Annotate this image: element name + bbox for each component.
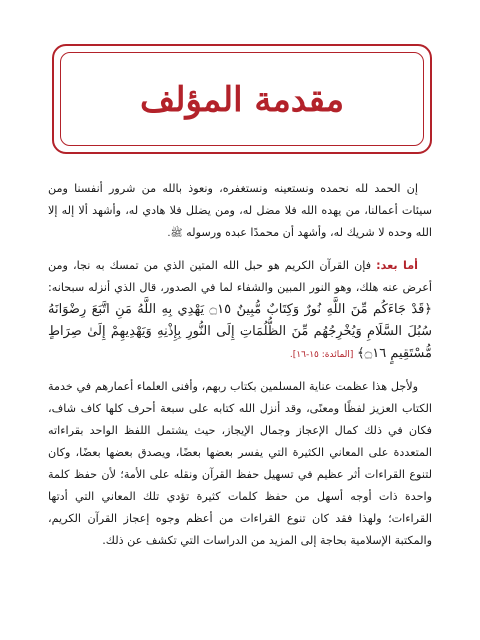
- paragraph-intro-text: إن الحمد لله نحمده ونستعينه ونستغفره، ونعوذ بالله من شرور أنفسنا ومن سيئات أعمالنا، من يهده الله فلا مضل له، ومن يضلل فلا هادي له، وأشهد ألا إله إلا الله وحده لا شريك له، وأشهد أن محمدًا عبده ورسوله: [48, 182, 432, 239]
- paragraph-readings: ولأجل هذا عظمت عناية المسلمين بكتاب ربهم، وأفنى العلماء أعمارهم في خدمة الكتاب العزيز لفظًا ومعنًى، وقد أنزل الله كتابه على سبعة أحرف كلها كاف شاف، فكان في ذلك كمال الإعجاز وجمال الإيجاز، حيث يشتمل اللفظ الواحد بقراءاته المتعددة على المعاني الكثيرة التي يفسر بعضها بعضًا، ويصدق بعضها بعضًا، وكان لتنوع القراءات أثر عظيم في تسهيل حفظ القرآن ونقله على الأمة؛ لأن حفظ كلمة واحدة ذات أوجه أسهل من حفظ كلمات كثيرة تؤدي تلك المعاني التي أدتها القراءات؛ ولهذا فقد كان تنوع القراءات من أعظم وجوه إعجاز القرآن الكريم، والمكتبة الإسلامية بحاجة إلى المزيد من الدراسات التي تكشف عن ذلك.: [48, 380, 432, 547]
- paragraph-lead-word: أما بعد:: [376, 259, 418, 272]
- paragraph-quran-text: فإن القرآن الكريم هو حبل الله المتين الذي من تمسك به نجا، ومن أعرض عنه هلك، وهو النور المبين والشفاء لما في الصدور، قال الذي أنزله سبحانه:: [48, 259, 432, 294]
- paragraph-intro: [48, 178, 432, 245]
- verse-reference: [المائدة: ١٥-١٦].: [289, 350, 354, 360]
- honorific-symbol: ﷺ.: [167, 228, 183, 239]
- page-title: مقدمة المؤلف: [139, 80, 345, 120]
- paragraph-quran: [48, 255, 432, 366]
- body-text: [48, 178, 432, 562]
- quran-verse: ﴿قَدْ جَاءَكُم مِّنَ اللَّهِ نُورٌ وَكِتَابٌ مُّبِينٌ ۝١٥ يَهْدِي بِهِ اللَّهُ مَنِ اتَّبَعَ رِضْوَانَهُ سُبُلَ السَّلَامِ وَيُخْرِجُهُم مِّنَ الظُّلُمَاتِ إِلَى النُّورِ بِإِذْنِهِ وَيَهْدِيهِمْ إِلَىٰ صِرَاطٍ مُّسْتَقِيمٍ ۝١٦﴾: [48, 302, 432, 361]
- title-frame: [52, 44, 432, 154]
